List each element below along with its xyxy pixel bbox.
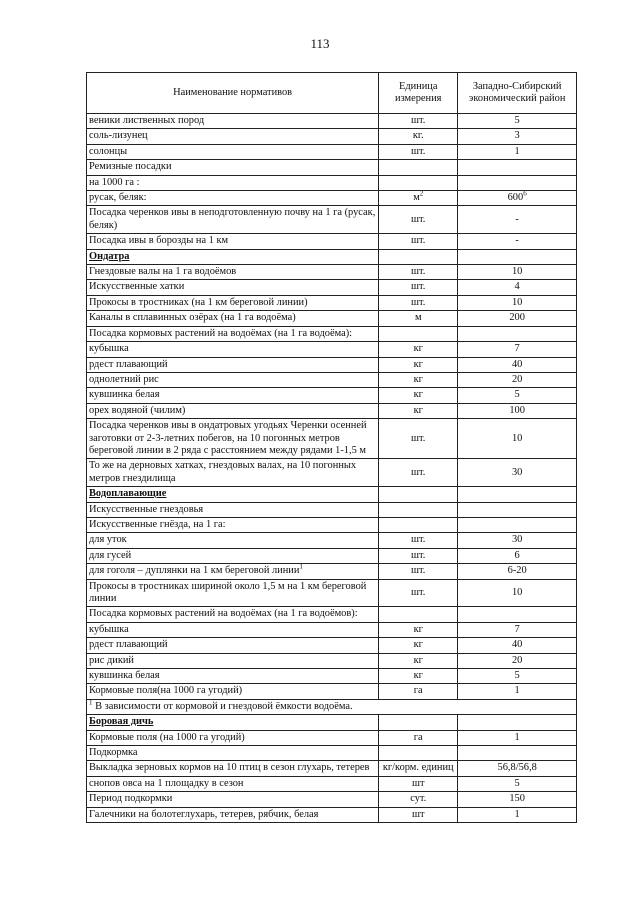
table-row bbox=[87, 548, 577, 563]
norm-name bbox=[87, 684, 379, 699]
norm-unit bbox=[379, 160, 458, 175]
norm-name-text: Боровая дичь bbox=[89, 716, 154, 728]
norm-unit bbox=[379, 357, 458, 372]
norm-name-text: Посадка черенков ивы в неподготовленную почву на 1 га (русак, беляк) bbox=[89, 207, 376, 231]
norm-value bbox=[458, 234, 577, 249]
table-row bbox=[87, 761, 577, 776]
norm-unit bbox=[379, 517, 458, 532]
norm-name bbox=[87, 533, 379, 548]
norm-unit bbox=[379, 342, 458, 357]
norm-name-text: Искусственные гнёзда, на 1 га: bbox=[89, 518, 226, 530]
norm-unit-text: кг bbox=[413, 389, 423, 401]
norm-name-text: Водоплавающие bbox=[89, 488, 167, 500]
norm-name bbox=[87, 517, 379, 532]
header-unit: Единица измерения bbox=[379, 73, 458, 114]
norm-name bbox=[87, 607, 379, 622]
norm-unit bbox=[379, 459, 458, 487]
norm-value-text: 5 bbox=[514, 670, 520, 682]
norm-unit bbox=[379, 746, 458, 761]
norm-unit bbox=[379, 776, 458, 791]
norm-name bbox=[87, 311, 379, 326]
table-row bbox=[87, 144, 577, 159]
table-row bbox=[87, 459, 577, 487]
norm-name-text: рис дикий bbox=[89, 654, 134, 666]
norm-value-text: 10 bbox=[511, 296, 523, 308]
norm-value bbox=[458, 459, 577, 487]
norm-name-text: Посадка черенков ивы в ондатровых угодьях Черенки осенней заготовки от 2-3-летних побегов, на 10 погонных метров береговой линии в 2 ряда с расстоянием между рядами 1-1,5 м bbox=[89, 420, 367, 456]
norm-unit-text: кг bbox=[413, 670, 423, 682]
norm-unit bbox=[379, 792, 458, 807]
norm-name-text: Искусственные гнездовья bbox=[89, 503, 204, 515]
norm-unit bbox=[379, 761, 458, 776]
norm-value bbox=[458, 579, 577, 607]
norm-unit-text: м bbox=[414, 312, 422, 324]
table-row bbox=[87, 776, 577, 791]
norm-name bbox=[87, 669, 379, 684]
norm-name bbox=[87, 548, 379, 563]
norm-unit bbox=[379, 114, 458, 129]
norm-name-text: Посадка кормовых растений на водоёмах (на 1 га водоёма): bbox=[89, 327, 353, 339]
norm-value-text: 5 bbox=[514, 115, 520, 126]
norm-value-text: 40 bbox=[511, 358, 523, 370]
norm-value bbox=[458, 280, 577, 295]
norm-value-text: 10 bbox=[511, 266, 523, 278]
norm-name bbox=[87, 502, 379, 517]
norm-unit bbox=[379, 295, 458, 310]
norm-unit bbox=[379, 175, 458, 190]
table-row bbox=[87, 114, 577, 129]
norm-name-text: для уток bbox=[89, 534, 127, 546]
norm-name-text: Искусственные хатки bbox=[89, 281, 185, 293]
norm-value bbox=[458, 684, 577, 699]
norm-value-text: 6-20 bbox=[507, 565, 527, 577]
norm-unit-text: кг/корм. единиц bbox=[382, 762, 454, 774]
norm-name-text: кубышка bbox=[89, 623, 129, 635]
norm-unit bbox=[379, 579, 458, 607]
norm-unit bbox=[379, 206, 458, 234]
norm-value bbox=[458, 487, 577, 502]
norm-unit-text: м bbox=[413, 192, 420, 204]
table-row bbox=[87, 653, 577, 668]
norm-value bbox=[458, 265, 577, 280]
norm-value bbox=[458, 502, 577, 517]
norm-unit bbox=[379, 249, 458, 264]
table-row bbox=[87, 265, 577, 280]
norm-value bbox=[458, 419, 577, 459]
norm-unit bbox=[379, 669, 458, 684]
norm-value bbox=[458, 669, 577, 684]
table-row bbox=[87, 638, 577, 653]
norm-value bbox=[458, 517, 577, 532]
norm-value-text: 30 bbox=[511, 466, 523, 478]
norm-value bbox=[458, 206, 577, 234]
section-row bbox=[87, 715, 577, 730]
norm-name bbox=[87, 653, 379, 668]
norm-unit bbox=[379, 234, 458, 249]
norm-name bbox=[87, 792, 379, 807]
norm-value bbox=[458, 191, 577, 206]
norm-name bbox=[87, 730, 379, 745]
norm-unit bbox=[379, 502, 458, 517]
norm-unit-text: шт bbox=[411, 808, 425, 820]
table-row bbox=[87, 502, 577, 517]
table-header-row bbox=[87, 73, 577, 114]
section-title bbox=[87, 487, 379, 502]
table-row bbox=[87, 175, 577, 190]
norm-unit-text: шт. bbox=[411, 266, 426, 278]
norm-value-text: 600 bbox=[507, 192, 524, 204]
norm-unit bbox=[379, 144, 458, 159]
norm-name bbox=[87, 579, 379, 607]
footnote-content: В зависимости от кормовой и гнездовой ёмкости водоёма. bbox=[92, 700, 353, 712]
norm-value-text: 3 bbox=[514, 130, 520, 142]
norm-value-text: 1 bbox=[514, 145, 520, 157]
table-row bbox=[87, 807, 577, 822]
norm-unit-text: кг bbox=[413, 639, 423, 651]
norm-name bbox=[87, 114, 379, 129]
norm-name bbox=[87, 622, 379, 637]
table-row bbox=[87, 746, 577, 761]
norm-value bbox=[458, 548, 577, 563]
norm-value bbox=[458, 295, 577, 310]
norm-name-text: рдест плавающий bbox=[89, 639, 168, 651]
norm-unit bbox=[379, 326, 458, 341]
footnote-marker: 1 bbox=[89, 699, 93, 707]
table-row bbox=[87, 129, 577, 144]
norm-value-text: 200 bbox=[509, 312, 525, 324]
norm-unit bbox=[379, 564, 458, 579]
norm-value bbox=[458, 533, 577, 548]
norm-name bbox=[87, 746, 379, 761]
norm-unit bbox=[379, 622, 458, 637]
norm-value bbox=[458, 653, 577, 668]
norm-unit-text: шт. bbox=[411, 235, 426, 247]
norm-name-text: Кормовые поля (на 1000 га угодий) bbox=[89, 731, 245, 743]
norm-name bbox=[87, 160, 379, 175]
section-row bbox=[87, 487, 577, 502]
norm-value-text: 1 bbox=[514, 731, 520, 743]
norm-unit-text: кг bbox=[413, 623, 423, 635]
table-row bbox=[87, 533, 577, 548]
norm-unit-text: кг bbox=[413, 358, 423, 370]
footnote-row bbox=[87, 699, 577, 714]
norm-unit bbox=[379, 265, 458, 280]
norm-unit bbox=[379, 311, 458, 326]
norm-name bbox=[87, 776, 379, 791]
norm-value bbox=[458, 622, 577, 637]
norm-name bbox=[87, 372, 379, 387]
norm-value-text: 100 bbox=[509, 404, 525, 416]
norm-name bbox=[87, 144, 379, 159]
norm-name-text: рдест плавающий bbox=[89, 358, 168, 370]
norm-value bbox=[458, 564, 577, 579]
unit-superscript: 2 bbox=[419, 190, 424, 198]
norm-name-text: Ондатра bbox=[89, 250, 130, 262]
norm-unit-text: шт. bbox=[411, 466, 426, 478]
section-title bbox=[87, 715, 379, 730]
norm-name bbox=[87, 807, 379, 822]
norm-name bbox=[87, 564, 379, 579]
norm-value-text: 5 bbox=[514, 389, 520, 401]
table-row bbox=[87, 730, 577, 745]
norm-name-text: русак, беляк: bbox=[89, 192, 147, 204]
norm-name bbox=[87, 342, 379, 357]
table-row bbox=[87, 191, 577, 206]
norm-value bbox=[458, 129, 577, 144]
norm-name bbox=[87, 761, 379, 776]
norm-name-text: Ремизные посадки bbox=[89, 161, 172, 173]
norm-name bbox=[87, 191, 379, 206]
norm-unit bbox=[379, 730, 458, 745]
norm-value bbox=[458, 746, 577, 761]
norm-unit-text: шт bbox=[411, 777, 425, 789]
norm-name bbox=[87, 357, 379, 372]
norm-value bbox=[458, 357, 577, 372]
table-row bbox=[87, 342, 577, 357]
norm-value-text: 56,8/56,8 bbox=[497, 762, 537, 774]
table-row bbox=[87, 280, 577, 295]
norm-value bbox=[458, 730, 577, 745]
norm-unit-text: шт. bbox=[411, 534, 426, 546]
norm-unit-text: га bbox=[413, 685, 423, 697]
norm-name-text: веники лиственных пород bbox=[89, 115, 205, 126]
norm-unit-text: шт. bbox=[411, 586, 426, 598]
table-row bbox=[87, 206, 577, 234]
norm-value-text: 150 bbox=[509, 793, 525, 805]
norm-value-text: 10 bbox=[511, 432, 523, 444]
norm-unit-text: га bbox=[413, 731, 423, 743]
norm-name bbox=[87, 280, 379, 295]
norm-value bbox=[458, 638, 577, 653]
norm-name-text: для гусей bbox=[89, 549, 132, 561]
norm-value-text: 30 bbox=[511, 534, 523, 546]
norm-unit bbox=[379, 419, 458, 459]
norm-unit bbox=[379, 684, 458, 699]
norm-name-text: орех водяной (чилим) bbox=[89, 404, 186, 416]
table-row bbox=[87, 607, 577, 622]
table-row bbox=[87, 388, 577, 403]
norm-name bbox=[87, 638, 379, 653]
norm-unit-text: кг bbox=[413, 373, 423, 385]
norm-unit bbox=[379, 807, 458, 822]
norm-name-text: кувшинка белая bbox=[89, 389, 160, 401]
page-number: 113 bbox=[310, 36, 330, 51]
norm-value-text: 7 bbox=[514, 623, 520, 635]
norm-value bbox=[458, 776, 577, 791]
norm-value-text: 5 bbox=[514, 777, 520, 789]
table-row bbox=[87, 419, 577, 459]
norm-name bbox=[87, 265, 379, 280]
norm-unit bbox=[379, 653, 458, 668]
value-superscript: 6 bbox=[523, 190, 527, 198]
norm-unit-text: кг. bbox=[412, 130, 424, 142]
norm-name bbox=[87, 295, 379, 310]
footnote-ref: 1 bbox=[299, 563, 303, 571]
norm-name bbox=[87, 326, 379, 341]
norm-name-text: однолетний рис bbox=[89, 373, 159, 385]
table-row bbox=[87, 564, 577, 579]
norm-name-text: То же на дерновых хатках, гнездовых валах, на 10 погонных метров гнездилища bbox=[89, 460, 357, 484]
norm-name-text: Галечники на болотеглухарь, тетерев, рябчик, белая bbox=[89, 808, 319, 820]
norm-value bbox=[458, 715, 577, 730]
norm-unit-text: кг bbox=[413, 654, 423, 666]
table-row bbox=[87, 295, 577, 310]
norm-unit bbox=[379, 191, 458, 206]
norm-unit bbox=[379, 548, 458, 563]
norm-unit-text: шт. bbox=[411, 565, 426, 577]
table-row bbox=[87, 234, 577, 249]
norm-name-text: Гнездовые валы на 1 га водоёмов bbox=[89, 266, 237, 278]
table-row bbox=[87, 372, 577, 387]
norm-name-text: Посадка ивы в борозды на 1 км bbox=[89, 235, 229, 247]
norm-value-text: - bbox=[515, 213, 519, 225]
norm-name-text: Подкормка bbox=[89, 747, 138, 759]
norm-unit-text: шт. bbox=[411, 213, 426, 225]
norm-name-text: Выкладка зерновых кормов на 10 птиц в сезон глухарь, тетерев bbox=[89, 762, 370, 774]
norm-unit bbox=[379, 372, 458, 387]
norm-name-text: Каналы в сплавинных озёрах (на 1 га водоёма) bbox=[89, 312, 296, 324]
table-row bbox=[87, 357, 577, 372]
table-row bbox=[87, 311, 577, 326]
table-row bbox=[87, 684, 577, 699]
section-row bbox=[87, 249, 577, 264]
norm-unit-text: шт. bbox=[411, 145, 426, 157]
norm-name bbox=[87, 459, 379, 487]
footnote-text bbox=[87, 699, 577, 714]
table-row bbox=[87, 792, 577, 807]
norm-unit bbox=[379, 487, 458, 502]
norm-unit-text: шт. bbox=[411, 281, 426, 293]
norm-name bbox=[87, 419, 379, 459]
norm-name-text: Прокосы в тростниках шириной около 1,5 м на 1 км береговой линии bbox=[89, 580, 367, 604]
norm-name-text: Период подкормки bbox=[89, 793, 173, 805]
norm-value-text: 20 bbox=[511, 654, 523, 666]
norm-unit-text: сут. bbox=[410, 793, 427, 805]
norm-name-text: солонцы bbox=[89, 145, 128, 157]
norm-name bbox=[87, 206, 379, 234]
norm-name-text: Кормовые поля(на 1000 га угодий) bbox=[89, 685, 243, 697]
table-row bbox=[87, 517, 577, 532]
norm-unit bbox=[379, 129, 458, 144]
table-row bbox=[87, 669, 577, 684]
norm-name-text: соль-лизунец bbox=[89, 130, 148, 142]
norm-name bbox=[87, 129, 379, 144]
header-name: Наименование нормативов bbox=[87, 73, 379, 114]
norm-name-text: кубышка bbox=[89, 343, 129, 355]
norm-value-text: 6 bbox=[514, 549, 520, 561]
norm-value bbox=[458, 761, 577, 776]
table-row bbox=[87, 579, 577, 607]
norm-name-text: для гоголя – дуплянки на 1 км береговой линии bbox=[89, 565, 300, 577]
norm-value bbox=[458, 311, 577, 326]
header-value: Западно-Сибирский экономический район bbox=[458, 73, 577, 114]
norm-value bbox=[458, 342, 577, 357]
norm-unit bbox=[379, 715, 458, 730]
norm-value bbox=[458, 160, 577, 175]
norm-name bbox=[87, 175, 379, 190]
norm-value-text: 40 bbox=[511, 639, 523, 651]
table-row bbox=[87, 622, 577, 637]
norm-unit-text: шт. bbox=[411, 432, 426, 444]
norm-name-text: Посадка кормовых растений на водоёмах (на 1 га водоёмов): bbox=[89, 608, 358, 620]
section-title bbox=[87, 249, 379, 264]
norm-value bbox=[458, 175, 577, 190]
norm-value-text: - bbox=[515, 235, 519, 247]
norm-value bbox=[458, 326, 577, 341]
table-row bbox=[87, 160, 577, 175]
norm-name-text: кувшинка белая bbox=[89, 670, 160, 682]
table-body bbox=[87, 114, 577, 823]
norm-name-text: снопов овса на 1 площадку в сезон bbox=[89, 777, 244, 789]
norm-unit-text: шт. bbox=[411, 549, 426, 561]
norm-value bbox=[458, 249, 577, 264]
table-row bbox=[87, 326, 577, 341]
norm-value-text: 10 bbox=[511, 586, 523, 598]
norm-unit-text: шт. bbox=[411, 296, 426, 308]
norm-name bbox=[87, 388, 379, 403]
norm-unit-text: кг bbox=[413, 343, 423, 355]
norm-value bbox=[458, 144, 577, 159]
norm-value-text: 7 bbox=[514, 343, 520, 355]
norm-name bbox=[87, 234, 379, 249]
norm-value bbox=[458, 388, 577, 403]
norm-value-text: 4 bbox=[514, 281, 520, 293]
norm-value-text: 1 bbox=[514, 685, 520, 697]
norm-unit bbox=[379, 388, 458, 403]
norm-value-text: 20 bbox=[511, 373, 523, 385]
norm-name bbox=[87, 403, 379, 418]
norm-name-text: на 1000 га : bbox=[89, 176, 140, 188]
norm-name-text: Прокосы в тростниках (на 1 км береговой линии) bbox=[89, 296, 308, 308]
norm-value bbox=[458, 114, 577, 129]
norm-value bbox=[458, 807, 577, 822]
norm-unit bbox=[379, 607, 458, 622]
norm-unit bbox=[379, 403, 458, 418]
norm-value bbox=[458, 403, 577, 418]
norm-unit bbox=[379, 533, 458, 548]
norm-unit bbox=[379, 280, 458, 295]
norm-value bbox=[458, 607, 577, 622]
norm-unit bbox=[379, 638, 458, 653]
norms-table bbox=[86, 72, 577, 823]
norm-unit-text: кг bbox=[413, 404, 423, 416]
norm-unit-text: шт. bbox=[411, 115, 426, 126]
table-row bbox=[87, 403, 577, 418]
norm-value bbox=[458, 372, 577, 387]
norm-value bbox=[458, 792, 577, 807]
norm-value-text: 1 bbox=[514, 808, 520, 820]
